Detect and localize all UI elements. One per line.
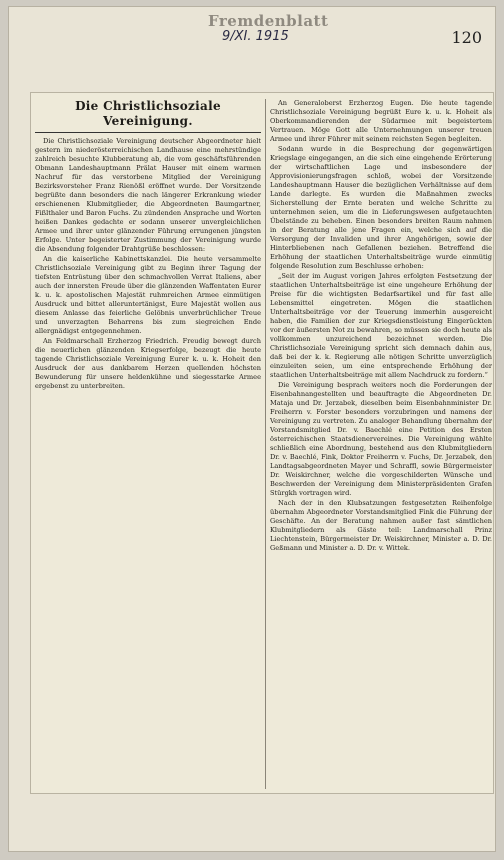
article-paragraph: An die kaiserliche Kabinettskanzlei. Die heute versammelte Christlichsoziale Vereinigung gibt zu Beginn ihrer Tagung der tiefsten Entrüstung über den schmachvollen Verrat Italiens, aber auch der innersten Freude über die glänzenden Waffentaten Eurer k. u. k. apostolischen Majestät ruhmreichen Armee einmütigen Ausdruck und bittet alleruntertänigst, Eure Majestät wollen aus diesem Anlasse das feierliche Gelöbnis unverbrüchlicher Treue und unverzagten Beharrens bis zum siegreichen Ende allergnädigst entgegennehmen. <box>35 255 261 335</box>
article-paragraph: An Generaloberst Erzherzog Eugen. Die heute tagende Christlichsoziale Vereinigung begrüßt Eure k. u. k. Hoheit als Oberkommandierenden der Südarmee mit begeistertem Vertrauen. Möge Gott alle Unternehmungen unserer treuen Armee und ihrer Führer mit seinem reichsten Segen begleiten. <box>270 99 492 143</box>
article-paragraph: „Seit der im August vorigen Jahres erfolgten Festsetzung der staatlichen Unterhaltsbeiträge ist eine ungeheure Erhöhung der Preise für die wichtigsten Bedarfsartikel und für fast alle Lebensmittel eingetreten. Mögen die staatlichen Unterhaltsbeiträge vor der Teuerung immerhin ausgereicht haben, die Familien der zur Kriegsdienstleistung Eingerückten vor der äußersten Not zu bewahren, so müssen sie doch heute als vollkommen unzureichend bezeichnet werden. Die Christlichsoziale Vereinigung spricht sich demnach dahin aus, daß bei der k. k. Regierung alle nötigen Schritte unverzüglich einzuleiten seien, um eine entsprechende Erhöhung der staatlichen Unterhaltsbeiträge mit allem Nachdruck zu fordern.“ <box>270 272 492 379</box>
newspaper-clipping <box>30 92 494 794</box>
article-paragraph: Nach der in den Klubsatzungen festgesetzten Reihenfolge übernahm Abgeordneter Vorstandsmitglied Fink die Führung der Geschäfte. An der Beratung nahmen außer fast sämtlichen Klubmitgliedern als Gäste teil: Landmarschall Prinz Liechtenstein, Bürgermeister Dr. Weiskirchner, Minister a. D. Dr. Geßmann und Minister a. D. Dr. v. Wittek. <box>270 499 492 552</box>
article-paragraph: Die Christlichsoziale Vereinigung deutscher Abgeordneter hielt gestern im niederösterreichischen Landhause eine mehrstündige zahlreich besuchte Klubberatung ab, die vom geschäftsführenden Obmann Landeshauptmann Prälat Hauser mit einem warmen Nachruf für das verstorbene Mitglied der Vereinigung Bezirksvorsteher Franz Rienößl eröffnet wurde. Der Vorsitzende begrüßte dann besonders die nach längerer Erkrankung wieder erschienenen Klubmitglieder, die Abgeordneten Baumgartner, Fißlthaler und Baron Fuchs. Zu zündenden Ansprache und Worten heißen Dankes gedachte er sodann unserer unvergleichlichen Armee und ihrer unter glänzender Führung errungenen jüngsten Erfolge. Unter begeisterter Zustimmung der Vereinigung wurde die Absendung folgender Drahtgrüße beschlossen: <box>35 137 261 253</box>
article-paragraph: An Feldmarschall Erzherzog Friedrich. Freudig bewegt durch die neuerlichen glänzenden Kriegserfolge, bezeugt die heute tagende Christlichsoziale Vereinigung Eurer k. u. k. Hoheit den Ausdruck der aus dankbarem Herzen quellenden höchsten Bewunderung für unsere heldenkühne und siegesstarke Armee ergebenst zu unterbreiten. <box>35 337 261 390</box>
archive-sheet <box>8 6 496 852</box>
article-column-left <box>35 99 261 390</box>
newspaper-stamp: Fremdenblatt <box>208 12 329 30</box>
article-title: Die Christlichsoziale Vereinigung. <box>35 99 261 133</box>
handwritten-date: 9/XI. 1915 <box>222 29 289 44</box>
article-column-right <box>265 99 492 789</box>
article-paragraph: Die Vereinigung besprach weiters noch die Forderungen der Eisenbahnangestellten und beauftragte die Abgeordneten Dr. Mataja und Dr. Jerzabek, dieselben beim Eisenbahnminister Dr. Freiherrn v. Forster besonders vorzubringen und namens der Vereinigung zu vertreten. Zu analoger Behandlung übernahm der Vorstandsmitglied Dr. v. Baechlé eine Petition des Ersten österreichischen Staatsdienervereines. Die Vereinigung wählte schließlich eine Abordnung, bestehend aus den Klubmitgliedern Dr. v. Baechlé, Fink, Doktor Freiherrn v. Fuchs, Dr. Jerzabek, den Landtagsabgeordneten Mayer und Schraffl, sowie Bürgermeister Dr. Weiskirchner, welche die vorgeschilderten Wünsche und Beschwerden der Vereinigung dem Ministerpräsidenten Grafen Stürgkh vortragen wird. <box>270 381 492 497</box>
page-number: 120 <box>451 28 482 47</box>
article-paragraph: Sodann wurde in die Besprechung der gegenwärtigen Kriegslage eingegangen, an die sich eine eingehende Erörterung der wirtschaftlichen Lage und insbesondere der Approvisionierungsfragen schloß, wobei der Vorsitzende Landeshauptmann Hauser die bezüglichen Verhältnisse auf dem Lande darlegte. Es wurden die Maßnahmen zwecks Sicherstellung der Ernte beraten und welche Schritte zu unternehmen seien, um die in Lieferungswesen aufgetauchten Übelstände zu beheben. Einen besonders breiten Raum nahmen in der Beratung alle jene Fragen ein, welche sich auf die Versorgung der Invaliden und ihrer Angehörigen, sowie der Hinterbliebenen nach Gefallenen beziehen. Betreffend die Erhöhung der staatlichen Unterhaltsbeiträge wurde einmütig folgende Resolution zum Beschlusse erhoben: <box>270 145 492 270</box>
